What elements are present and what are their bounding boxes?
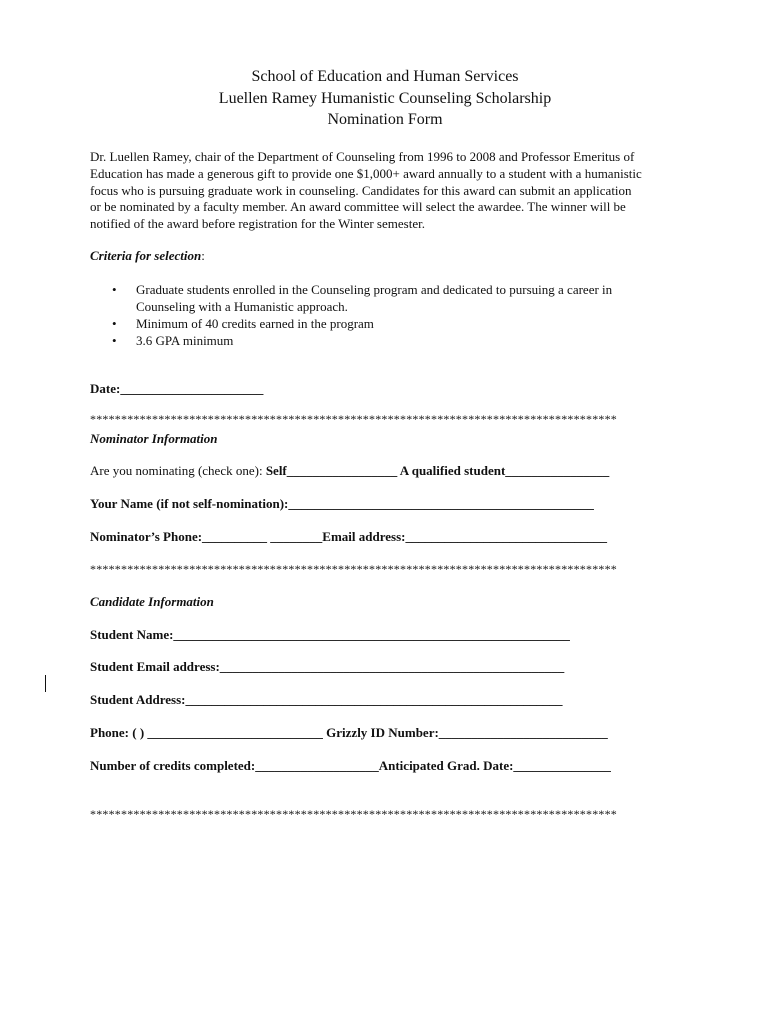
nominator-heading: Nominator Information	[90, 431, 218, 446]
credits-grad-date-field[interactable]: Number of credits completed:___________________Anticipated Grad. Date:_______________	[90, 758, 611, 773]
intro-paragraph	[90, 149, 690, 233]
separator-line: *************************************************************************************	[90, 562, 617, 576]
student-address-field[interactable]: Student Address:__________________________________________________________	[90, 692, 563, 707]
criteria-item-line: Counseling with a Humanistic approach.	[136, 299, 348, 314]
phone-grizzly-id-field[interactable]: Phone: ( ) ___________________________ Grizzly ID Number:__________________________	[90, 725, 608, 740]
criteria-item-line: Graduate students enrolled in the Counseling program and dedicated to pursuing a career in	[136, 282, 613, 297]
student-email-field[interactable]: Student Email address:_____________________________________________________	[90, 659, 565, 674]
form-name: Nomination Form	[327, 111, 443, 128]
bullet-icon: •	[112, 316, 117, 331]
scholarship-name: Luellen Ramey Humanistic Counseling Scholarship	[218, 89, 552, 107]
criteria-item	[110, 315, 690, 332]
self-option-field[interactable]: Self_________________	[265, 463, 400, 478]
form-title	[0, 66, 770, 131]
criteria-item-text	[136, 315, 690, 332]
student-name-field[interactable]: Student Name:_____________________________________________________________	[90, 627, 570, 642]
criteria-heading-colon: :	[201, 248, 205, 263]
bullet-icon: •	[112, 333, 117, 348]
criteria-list	[110, 281, 690, 349]
qualified-student-option-field[interactable]: A qualified student________________	[399, 463, 610, 478]
school-name: School of Education and Human Services	[251, 68, 519, 85]
candidate-heading: Candidate Information	[90, 594, 214, 609]
your-name-field[interactable]: Your Name (if not self-nomination):_______________________________________________	[90, 496, 594, 511]
criteria-item	[110, 281, 690, 315]
criteria-heading	[90, 248, 205, 264]
criteria-item	[110, 332, 690, 349]
intro-line: Education has made a generous gift to provide one $1,000+ award annually to a student with a humanistic	[90, 165, 642, 181]
criteria-item-line: 3.6 GPA minimum	[136, 333, 234, 348]
criteria-heading-text: Criteria for selection	[90, 248, 202, 263]
date-field[interactable]: Date:______________________	[90, 381, 264, 396]
separator-line: *************************************************************************************	[90, 807, 617, 821]
intro-line: focus who is pursuing graduate work in counseling. Candidates for this award can submit an application	[90, 182, 632, 198]
criteria-item-line: Minimum of 40 credits earned in the program	[136, 316, 374, 331]
criteria-item-text	[136, 281, 690, 315]
text-cursor-icon	[45, 675, 46, 692]
separator-line: *************************************************************************************	[90, 412, 617, 426]
nominating-question-row	[90, 463, 609, 479]
bullet-icon: •	[112, 282, 117, 297]
criteria-item-text	[136, 332, 690, 349]
nominating-question: Are you nominating (check one):	[90, 463, 266, 478]
intro-line: notified of the award before registration for the Winter semester.	[90, 216, 425, 232]
intro-line: Dr. Luellen Ramey, chair of the Department of Counseling from 1996 to 2008 and Professor Emeritus of	[90, 149, 635, 164]
intro-line: or be nominated by a faculty member. An award committee will select the awardee. The winner will be	[90, 199, 626, 215]
nominator-phone-email-field[interactable]: Nominator’s Phone:__________ ________Email address:_______________________________	[90, 529, 607, 544]
